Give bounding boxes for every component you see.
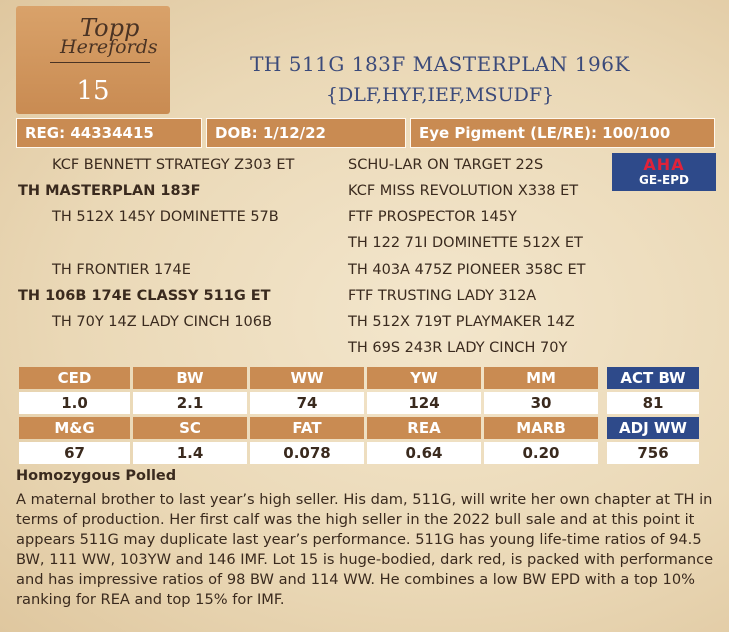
lot-number: 15 (76, 76, 110, 106)
epd-value: 2.1 (133, 392, 247, 414)
date-of-birth: DOB: 1/12/22 (206, 118, 406, 148)
pedigree-right-3: FTF PROSPECTOR 145Y (348, 209, 517, 225)
registration-number: REG: 44334415 (16, 118, 202, 148)
logo-line1: Topp (80, 14, 140, 42)
adj-ww-label: ADJ WW (607, 417, 699, 439)
badge-line2: GE-EPD (639, 173, 689, 187)
pedigree-right-7: TH 512X 719T PLAYMAKER 14Z (348, 314, 575, 330)
adj-ww-value: 756 (607, 442, 699, 464)
aha-ge-epd-badge (612, 153, 716, 191)
animal-name: TH 511G 183F MASTERPLAN 196K (250, 52, 630, 76)
epd-header: MM (484, 367, 598, 389)
genetic-status: {DLF,HYF,IEF,MSUDF} (325, 84, 555, 106)
pedigree-right-2: KCF MISS REVOLUTION X338 ET (348, 183, 579, 199)
pedigree-dam-dam: TH 70Y 14Z LADY CINCH 106B (52, 314, 272, 330)
info-bar (16, 118, 715, 148)
pedigree-sire: TH MASTERPLAN 183F (18, 183, 201, 199)
description-body: A maternal brother to last year’s high seller. His dam, 511G, will write her own chapter at TH in terms of production. Her first calf was the high seller in the 2022 bull sale and at this point it appears 511G may duplicate last year’s performance. 511G has young life-time ratios of 94.5 BW, 111 WW, 103YW and 146 IMF. Lot 15 is huge-bodied, dark red, is packed with performance and has impressive ratios of 98 BW and 114 WW. He combines a low BW EPD with a top 10% ranking for REA and top 15% for IMF. (16, 491, 714, 608)
epd-gap (601, 442, 604, 464)
epd-value: 0.64 (367, 442, 481, 464)
epd-header: YW (367, 367, 481, 389)
pedigree-right-8: TH 69S 243R LADY CINCH 70Y (348, 340, 568, 356)
epd-value: 1.0 (19, 392, 130, 414)
pedigree-sire-dam: TH 512X 145Y DOMINETTE 57B (52, 209, 279, 225)
act-bw-label: ACT BW (607, 367, 699, 389)
epd-header: MARB (484, 417, 598, 439)
act-bw-value: 81 (607, 392, 699, 414)
epd-header: M&G (19, 417, 130, 439)
pedigree-sire-sire: KCF BENNETT STRATEGY Z303 ET (52, 157, 295, 173)
epd-value: 74 (250, 392, 364, 414)
epd-header: FAT (250, 417, 364, 439)
pedigree-dam-sire: TH FRONTIER 174E (52, 262, 191, 278)
epd-value: 1.4 (133, 442, 247, 464)
lot-header-box (16, 6, 170, 114)
epd-value: 0.078 (250, 442, 364, 464)
epd-value: 30 (484, 392, 598, 414)
pedigree-right-5: TH 403A 475Z PIONEER 358C ET (348, 262, 586, 278)
epd-header: BW (133, 367, 247, 389)
pedigree-right-6: FTF TRUSTING LADY 312A (348, 288, 537, 304)
epd-value: 0.20 (484, 442, 598, 464)
epd-header: CED (19, 367, 130, 389)
logo-rule (50, 62, 150, 63)
topp-herefords-logo (36, 12, 156, 68)
epd-gap (601, 417, 604, 439)
logo-line2: Herefords (60, 36, 158, 58)
pedigree-dam: TH 106B 174E CLASSY 511G ET (18, 288, 271, 304)
epd-header: SC (133, 417, 247, 439)
epd-gap (601, 392, 604, 414)
epd-table (16, 364, 702, 467)
pedigree-right-1: SCHU-LAR ON TARGET 22S (348, 157, 544, 173)
epd-value: 124 (367, 392, 481, 414)
eye-pigment: Eye Pigment (LE/RE): 100/100 (410, 118, 715, 148)
epd-header: WW (250, 367, 364, 389)
pedigree-right-4: TH 122 71I DOMINETTE 512X ET (348, 235, 583, 251)
badge-line1: AHA (643, 155, 685, 174)
epd-value: 67 (19, 442, 130, 464)
epd-header: REA (367, 417, 481, 439)
description-heading: Homozygous Polled (16, 468, 177, 484)
epd-gap (601, 367, 604, 389)
